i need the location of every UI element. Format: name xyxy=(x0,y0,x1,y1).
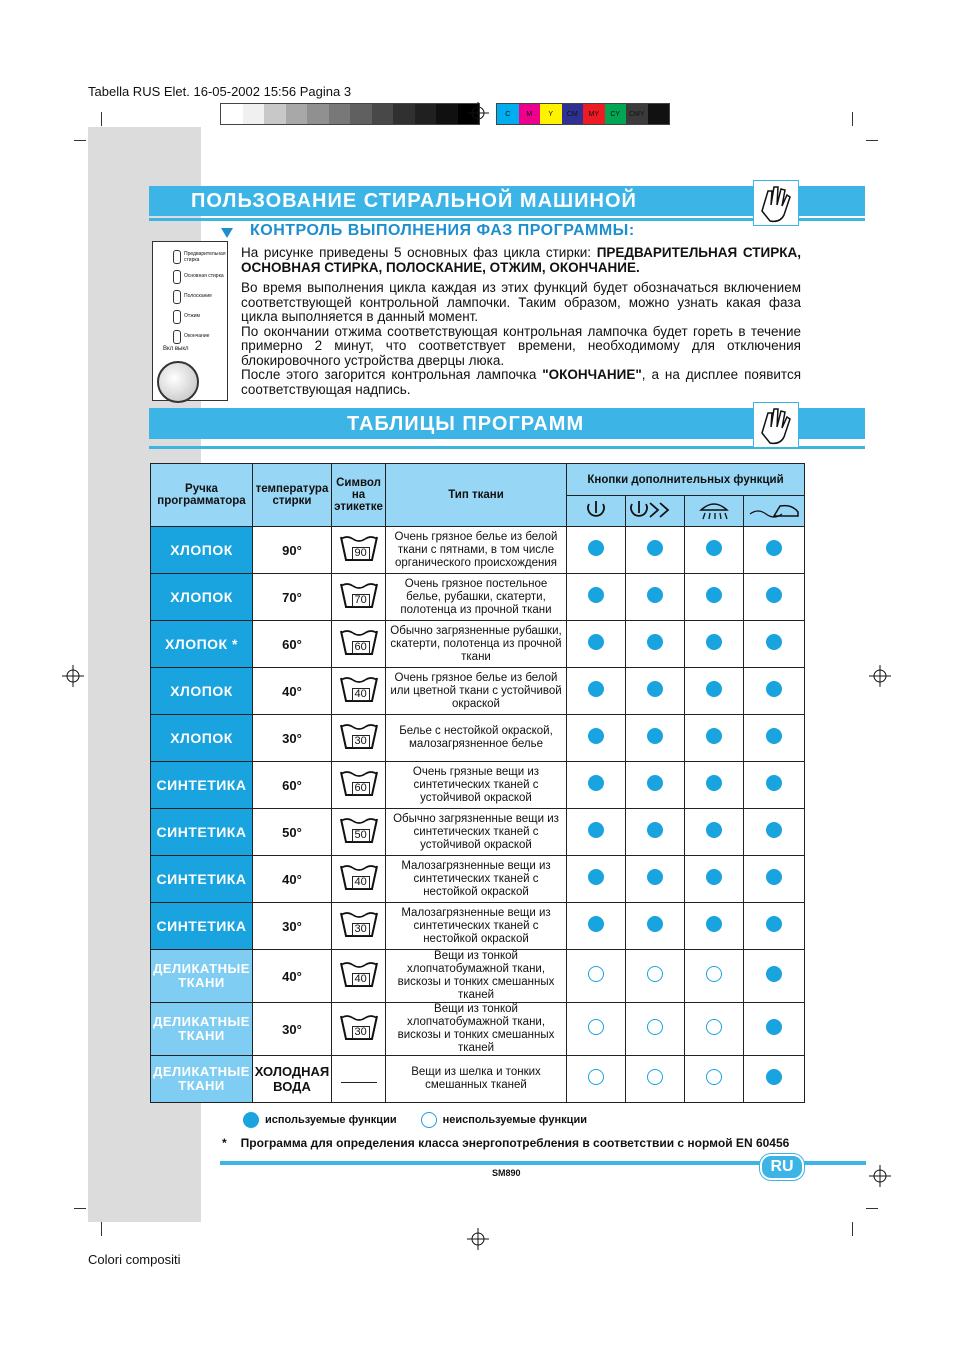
function-cell xyxy=(626,1003,685,1056)
wash-tub-temp: 70 xyxy=(352,594,370,607)
function-cell xyxy=(626,903,685,950)
wash-tub-icon xyxy=(339,533,379,563)
program-name: ХЛОПОК xyxy=(151,527,253,574)
wash-tub-icon xyxy=(339,959,379,989)
color-swatch: M xyxy=(519,104,541,124)
function-cell xyxy=(567,668,626,715)
wash-tub-icon xyxy=(339,909,379,939)
function-cell xyxy=(685,715,744,762)
crop-mark xyxy=(74,140,86,141)
color-swatch: Y xyxy=(540,104,562,124)
wash-tub-icon xyxy=(339,721,379,751)
function-cell xyxy=(685,1056,744,1103)
power-switch-label: Вкл выкл xyxy=(163,346,189,352)
used-dot-icon xyxy=(588,681,604,697)
function-cell xyxy=(744,715,805,762)
gray-swatch xyxy=(350,104,372,124)
intro-text xyxy=(241,246,801,403)
unused-dot-icon xyxy=(706,966,722,982)
led-label: Предварительная стирка xyxy=(184,251,226,263)
function-cell xyxy=(744,762,805,809)
wash-tub-temp: 50 xyxy=(352,829,370,842)
fabric-type: Малозагрязненные вещи из синтетических тканей с нестойкой окраской xyxy=(386,903,567,950)
registration-mark-icon xyxy=(62,665,84,687)
gray-swatch xyxy=(329,104,351,124)
used-dot-icon xyxy=(647,681,663,697)
used-dot-icon xyxy=(647,540,663,556)
function-cell xyxy=(744,1056,805,1103)
power-knob xyxy=(157,361,199,403)
used-dot-icon xyxy=(588,775,604,791)
gray-swatch xyxy=(372,104,394,124)
gray-swatch xyxy=(221,104,243,124)
table-row xyxy=(151,621,805,668)
color-swatch: CM xyxy=(562,104,584,124)
program-rows xyxy=(151,527,805,1103)
care-label-symbol xyxy=(332,903,386,950)
wash-tub-temp: 30 xyxy=(352,1026,370,1039)
fabric-type: Вещи из шелка и тонких смешанных тканей xyxy=(386,1056,567,1103)
function-cell xyxy=(744,574,805,621)
function-cell xyxy=(685,809,744,856)
used-dot-icon xyxy=(766,540,782,556)
wash-tub-temp: 90 xyxy=(352,547,370,560)
program-name: ХЛОПОК * xyxy=(151,621,253,668)
used-dot-icon xyxy=(588,728,604,744)
wash-tub-icon xyxy=(339,580,379,610)
care-label-symbol xyxy=(332,809,386,856)
wash-temperature: 60° xyxy=(253,762,332,809)
wash-tub-icon xyxy=(339,674,379,704)
prewash-icon xyxy=(567,496,626,527)
model-code: SM890 xyxy=(492,1168,521,1178)
table-row xyxy=(151,856,805,903)
footnote xyxy=(222,1136,789,1150)
registration-mark-icon xyxy=(467,1228,489,1250)
care-label-symbol xyxy=(332,668,386,715)
hand-icon xyxy=(753,180,799,226)
triangle-down-icon xyxy=(220,227,234,239)
function-cell xyxy=(567,856,626,903)
fabric-type: Обычно загрязненные рубашки, скатерти, полотенца из прочной ткани xyxy=(386,621,567,668)
color-swatch: MY xyxy=(583,104,605,124)
used-dot-icon xyxy=(588,634,604,650)
intro-phases: ПРЕДВАРИТЕЛЬНАЯ СТИРКА, ОСНОВНАЯ СТИРКА, ПОЛОСКАНИЕ, ОТЖИМ, ОКОНЧАНИЕ. xyxy=(241,245,801,275)
color-swatch: C xyxy=(497,104,519,124)
used-dot-icon xyxy=(647,822,663,838)
wash-temperature: 40° xyxy=(253,950,332,1003)
function-cell xyxy=(744,527,805,574)
col-fabric: Тип ткани xyxy=(386,464,567,527)
crop-mark xyxy=(852,1222,853,1236)
intro-lead: На рисунке приведены 5 основных фаз цикла стирки: xyxy=(241,245,597,260)
wash-tub-icon xyxy=(339,862,379,892)
unused-dot-icon xyxy=(588,1019,604,1035)
wash-temperature: 40° xyxy=(253,668,332,715)
used-dot-icon xyxy=(647,634,663,650)
function-cell xyxy=(744,1003,805,1056)
fabric-type: Обычно загрязненные вещи из синтетических тканей с устойчивой окраской xyxy=(386,809,567,856)
function-cell xyxy=(744,668,805,715)
used-dot-icon xyxy=(766,966,782,982)
legend-used-label: используемые функции xyxy=(265,1114,397,1126)
function-cell xyxy=(685,950,744,1003)
color-swatch: K xyxy=(648,104,670,124)
wash-temperature: 50° xyxy=(253,809,332,856)
color-swatch: CMY xyxy=(626,104,648,124)
gray-swatch xyxy=(415,104,437,124)
registration-mark-icon xyxy=(869,665,891,687)
unused-dot-icon xyxy=(421,1112,437,1128)
hand-icon xyxy=(753,402,799,448)
used-dot-icon xyxy=(766,1069,782,1085)
registration-mark-icon xyxy=(869,1165,891,1187)
wash-tub-temp: 40 xyxy=(352,876,370,889)
extra-rinse-icon xyxy=(685,496,744,527)
color-swatch: CY xyxy=(605,104,627,124)
led-indicator xyxy=(173,250,181,264)
footnote-mark: * xyxy=(222,1136,227,1150)
control-panel-illustration xyxy=(152,241,228,401)
led-indicator xyxy=(173,330,181,344)
wash-tub-icon xyxy=(339,768,379,798)
wash-tub-temp: 30 xyxy=(352,735,370,748)
used-dot-icon xyxy=(706,587,722,603)
program-name: ДЕЛИКАТНЫЕ ТКАНИ xyxy=(151,1003,253,1056)
wash-tub-temp: 30 xyxy=(352,923,370,936)
used-dot-icon xyxy=(706,681,722,697)
function-cell xyxy=(567,950,626,1003)
led-indicator xyxy=(173,290,181,304)
used-dot-icon xyxy=(766,822,782,838)
col-symbol: Символ на этикетке xyxy=(332,464,386,527)
used-dot-icon xyxy=(588,540,604,556)
function-cell xyxy=(685,1003,744,1056)
table-row xyxy=(151,903,805,950)
care-label-symbol xyxy=(332,1056,386,1103)
function-cell xyxy=(567,621,626,668)
section-title: ПОЛЬЗОВАНИЕ СТИРАЛЬНОЙ МАШИНОЙ xyxy=(191,190,637,212)
table-row xyxy=(151,762,805,809)
unused-dot-icon xyxy=(588,1069,604,1085)
function-cell xyxy=(567,574,626,621)
wash-temperature: 40° xyxy=(253,856,332,903)
used-dot-icon xyxy=(766,587,782,603)
section-subtitle: КОНТРОЛЬ ВЫПОЛНЕНИЯ ФАЗ ПРОГРАММЫ: xyxy=(250,222,635,239)
fabric-type: Очень грязные вещи из синтетических тканей с устойчивой окраской xyxy=(386,762,567,809)
gray-swatch xyxy=(307,104,329,124)
function-cell xyxy=(567,715,626,762)
function-cell xyxy=(685,621,744,668)
intro-p4-bold: "ОКОНЧАНИЕ" xyxy=(542,367,642,382)
gray-swatch xyxy=(286,104,308,124)
unused-dot-icon xyxy=(647,1019,663,1035)
care-label-symbol xyxy=(332,856,386,903)
wash-tub-icon xyxy=(339,627,379,657)
print-header: Tabella RUS Elet. 16-05-2002 15:56 Pagina 3 xyxy=(88,84,352,99)
intro-p2: Во время выполнения цикла каждая из этих функций будет обозначаться включением соответствующей контрольной лампочки. Таким образом, можно узнать какая фаза цикла выполняется в данный момент. xyxy=(241,280,801,324)
function-cell xyxy=(685,856,744,903)
function-cell xyxy=(626,574,685,621)
unused-dot-icon xyxy=(706,1069,722,1085)
used-dot-icon xyxy=(766,728,782,744)
table-row xyxy=(151,950,805,1003)
language-badge: RU xyxy=(760,1154,804,1180)
used-dot-icon xyxy=(647,869,663,885)
col-temp: температура стирки xyxy=(253,464,332,527)
table-row xyxy=(151,527,805,574)
wash-temperature: 30° xyxy=(253,903,332,950)
wash-tub-icon xyxy=(339,1012,379,1042)
wash-tub-temp: 60 xyxy=(352,641,370,654)
easy-iron-icon xyxy=(744,496,805,527)
crop-mark xyxy=(866,1208,878,1209)
fabric-type: Малозагрязненные вещи из синтетических тканей с нестойкой окраской xyxy=(386,856,567,903)
function-cell xyxy=(567,762,626,809)
function-cell xyxy=(626,809,685,856)
crop-mark xyxy=(852,112,853,126)
function-cell xyxy=(567,1056,626,1103)
used-dot-icon xyxy=(588,869,604,885)
wash-tub-icon xyxy=(339,815,379,845)
used-dot-icon xyxy=(706,634,722,650)
care-label-symbol xyxy=(332,574,386,621)
function-cell xyxy=(567,1003,626,1056)
wash-temperature: 70° xyxy=(253,574,332,621)
program-table xyxy=(150,463,805,1103)
fabric-type: Очень грязное белье из белой ткани с пятнами, в том числе органического происхождения xyxy=(386,527,567,574)
care-label-symbol xyxy=(332,762,386,809)
led-indicator xyxy=(173,270,181,284)
gray-swatch xyxy=(393,104,415,124)
program-name: ДЕЛИКАТНЫЕ ТКАНИ xyxy=(151,950,253,1003)
function-cell xyxy=(685,527,744,574)
gray-swatch xyxy=(436,104,458,124)
used-dot-icon xyxy=(766,775,782,791)
function-cell xyxy=(744,950,805,1003)
used-dot-icon xyxy=(588,916,604,932)
table-row xyxy=(151,668,805,715)
crop-mark xyxy=(101,112,102,126)
no-symbol-dash xyxy=(341,1082,377,1083)
function-cell xyxy=(744,621,805,668)
care-label-symbol xyxy=(332,621,386,668)
care-label-symbol xyxy=(332,715,386,762)
fabric-type: Очень грязное постельное белье, рубашки, скатерти, полотенца из прочной ткани xyxy=(386,574,567,621)
function-cell xyxy=(685,762,744,809)
program-name: СИНТЕТИКА xyxy=(151,856,253,903)
wash-temperature: 60° xyxy=(253,621,332,668)
used-dot-icon xyxy=(766,634,782,650)
function-cell xyxy=(626,1056,685,1103)
led-label: Основная стирка xyxy=(184,273,224,279)
function-cell xyxy=(626,668,685,715)
function-cell xyxy=(685,668,744,715)
function-cell xyxy=(744,809,805,856)
used-dot-icon xyxy=(588,587,604,603)
quick-wash-icon xyxy=(626,496,685,527)
used-dot-icon xyxy=(706,822,722,838)
function-cell xyxy=(626,856,685,903)
unused-dot-icon xyxy=(706,1019,722,1035)
print-footer: Colori compositi xyxy=(88,1252,181,1267)
used-dot-icon xyxy=(766,869,782,885)
wash-tub-temp: 40 xyxy=(352,688,370,701)
used-dot-icon xyxy=(647,587,663,603)
col-extra: Кнопки дополнительных функций xyxy=(567,464,805,496)
footnote-text: Программа для определения класса энергопотребления в соответствии с нормой EN 60456 xyxy=(240,1136,790,1150)
crop-mark xyxy=(101,1222,102,1236)
used-dot-icon xyxy=(766,916,782,932)
used-dot-icon xyxy=(647,728,663,744)
used-dot-icon xyxy=(706,728,722,744)
function-cell xyxy=(567,527,626,574)
used-dot-icon xyxy=(766,681,782,697)
table-row xyxy=(151,715,805,762)
wash-temperature: 30° xyxy=(253,715,332,762)
table-row xyxy=(151,809,805,856)
fabric-type: Белье с нестойкой окраской, малозагрязненное белье xyxy=(386,715,567,762)
function-cell xyxy=(626,527,685,574)
unused-dot-icon xyxy=(647,1069,663,1085)
wash-tub-temp: 40 xyxy=(352,973,370,986)
legend xyxy=(243,1112,587,1128)
function-cell xyxy=(626,715,685,762)
function-cell xyxy=(567,809,626,856)
table-row xyxy=(151,1056,805,1103)
program-name: ДЕЛИКАТНЫЕ ТКАНИ xyxy=(151,1056,253,1103)
intro-p3: По окончании отжима соответствующая контрольная лампочка будет гореть в течение примерно 2 минут, что соответствует времени, необходимому для отключения блокировочного устройства дверцы люка. xyxy=(241,323,801,368)
used-dot-icon xyxy=(706,540,722,556)
care-label-symbol xyxy=(332,527,386,574)
used-dot-icon xyxy=(766,1019,782,1035)
used-dot-icon xyxy=(647,916,663,932)
crop-mark xyxy=(866,140,878,141)
function-cell xyxy=(567,903,626,950)
used-dot-icon xyxy=(706,916,722,932)
program-name: ХЛОПОК xyxy=(151,574,253,621)
table-row xyxy=(151,574,805,621)
care-label-symbol xyxy=(332,950,386,1003)
used-dot-icon xyxy=(647,775,663,791)
care-label-symbol xyxy=(332,1003,386,1056)
section-title: ТАБЛИЦЫ ПРОГРАММ xyxy=(347,413,585,435)
registration-mark-icon xyxy=(467,102,489,124)
table-row xyxy=(151,1003,805,1056)
program-name: СИНТЕТИКА xyxy=(151,762,253,809)
used-dot-icon xyxy=(588,822,604,838)
program-name: ХЛОПОК xyxy=(151,715,253,762)
gray-swatch xyxy=(264,104,286,124)
wash-temperature: 30° xyxy=(253,1003,332,1056)
gray-scale-bar xyxy=(220,103,480,125)
fabric-type: Очень грязное белье из белой или цветной ткани с устойчивой окраской xyxy=(386,668,567,715)
fabric-type: Вещи из тонкой хлопчатобумажной ткани, вискозы и тонких смешанных тканей xyxy=(386,1003,567,1056)
function-cell xyxy=(685,574,744,621)
program-name: СИНТЕТИКА xyxy=(151,809,253,856)
wash-temperature: ХОЛОДНАЯ ВОДА xyxy=(253,1056,332,1103)
used-dot-icon xyxy=(706,775,722,791)
legend-unused-label: неиспользуемые функции xyxy=(442,1114,587,1126)
intro-p4-lead: После этого загорится контрольная лампочка xyxy=(241,367,543,382)
crop-mark xyxy=(74,1208,86,1209)
unused-dot-icon xyxy=(588,966,604,982)
used-dot-icon xyxy=(706,869,722,885)
function-cell xyxy=(744,856,805,903)
fabric-type: Вещи из тонкой хлопчатобумажной ткани, вискозы и тонких смешанных тканей xyxy=(386,950,567,1003)
function-cell xyxy=(626,621,685,668)
gray-swatch xyxy=(243,104,265,124)
unused-dot-icon xyxy=(647,966,663,982)
function-cell xyxy=(744,903,805,950)
program-name: СИНТЕТИКА xyxy=(151,903,253,950)
function-cell xyxy=(626,950,685,1003)
led-label: Окончание xyxy=(184,333,210,339)
intro-p4-tail: , а на дисплее появится соответствующая надпись. xyxy=(241,367,802,397)
led-indicator xyxy=(173,310,181,324)
wash-temperature: 90° xyxy=(253,527,332,574)
function-cell xyxy=(626,762,685,809)
function-cell xyxy=(685,903,744,950)
used-dot-icon xyxy=(243,1112,259,1128)
led-label: Полоскание xyxy=(184,293,212,299)
color-bar xyxy=(496,103,670,125)
program-name: ХЛОПОК xyxy=(151,668,253,715)
led-label: Отжим xyxy=(184,313,200,319)
wash-tub-temp: 60 xyxy=(352,782,370,795)
col-knob: Ручка программатора xyxy=(151,464,253,527)
